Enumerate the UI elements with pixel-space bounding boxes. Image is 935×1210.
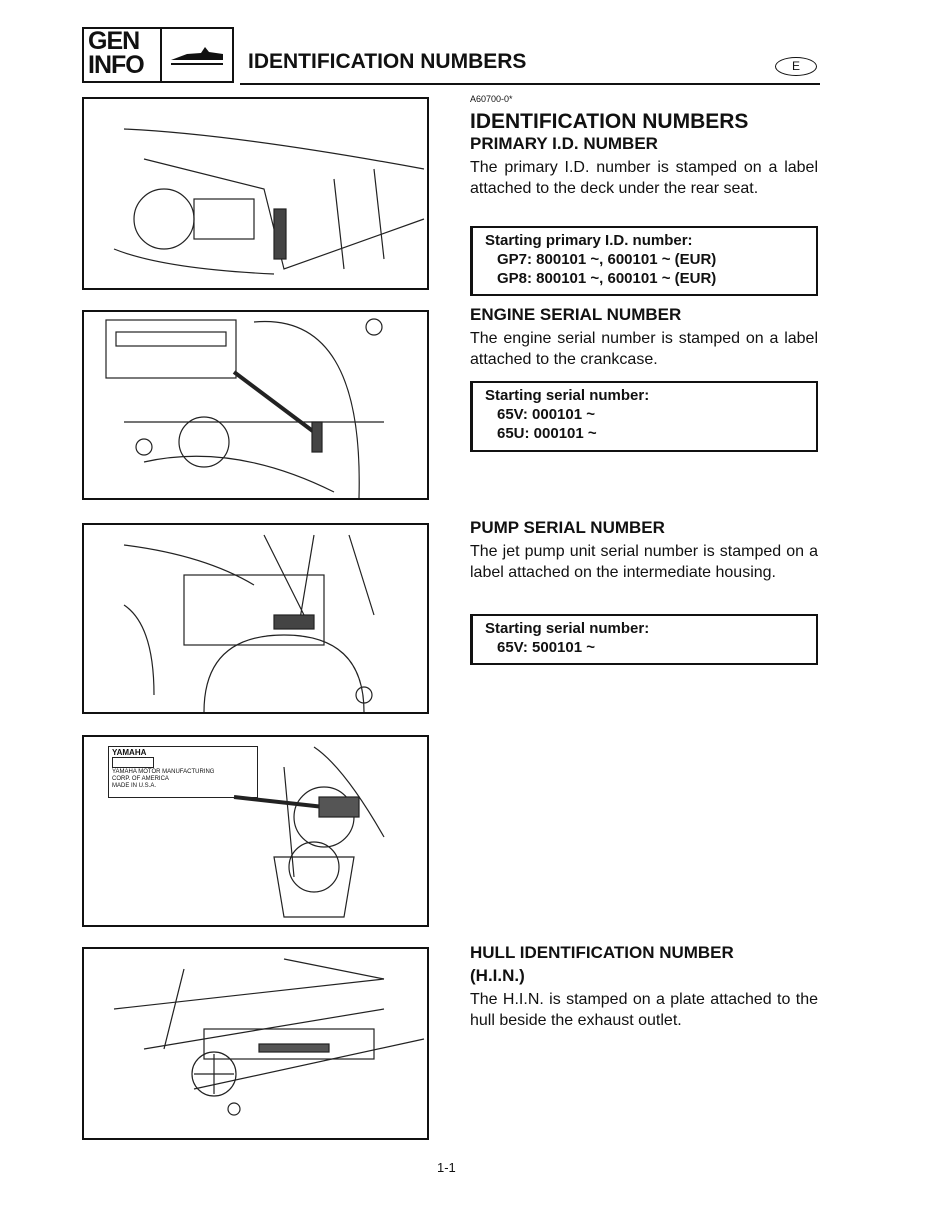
label-brand: YAMAHA [112, 748, 147, 757]
figure-pump-serial-location [82, 523, 429, 714]
primary-spec-box [470, 226, 818, 296]
figure-engine-serial-location [82, 310, 429, 500]
spec-title: Starting serial number: [485, 387, 650, 404]
primary-text: The primary I.D. number is stamped on a label attached to the deck under the rear seat. [470, 159, 818, 197]
section-line2: INFO [88, 51, 144, 79]
pump-text: The jet pump unit serial number is stamped on a label attached on the intermediate housing. [470, 543, 818, 581]
section-badge [82, 27, 234, 83]
section-line1: GEN [88, 27, 140, 55]
pump-spec-box [470, 614, 818, 665]
spec-line: GP8: 800101 ~, 600101 ~ (EUR) [497, 270, 717, 287]
hull-heading-line1: HULL IDENTIFICATION NUMBER [470, 943, 734, 962]
section-code: A60700-0* [470, 94, 513, 104]
spec-title: Starting primary I.D. number: [485, 232, 693, 249]
header-rule [240, 83, 820, 85]
spec-line: 65V: 500101 ~ [497, 639, 596, 656]
label-line3: MADE IN U.S.A. [112, 783, 157, 789]
section-label [84, 29, 162, 81]
page-number: 1-1 [437, 1160, 456, 1175]
label-line2: CORP. OF AMERICA [112, 776, 169, 782]
spec-line: GP7: 800101 ~, 600101 ~ (EUR) [497, 251, 717, 268]
engine-spec-box [470, 381, 818, 452]
engine-text: The engine serial number is stamped on a label attached to the crankcase. [470, 330, 818, 368]
figure-primary-id-location [82, 97, 429, 290]
engine-heading: ENGINE SERIAL NUMBER [470, 305, 682, 324]
spec-line: 65U: 000101 ~ [497, 425, 597, 442]
spec-line: 65V: 000101 ~ [497, 406, 596, 423]
pump-heading: PUMP SERIAL NUMBER [470, 518, 665, 537]
spec-title: Starting serial number: [485, 620, 650, 637]
figure-hull-id-location [82, 947, 429, 1140]
language-badge: E [775, 57, 817, 76]
id-label-drawing [108, 746, 258, 798]
label-line1: YAMAHA MOTOR MANUFACTURING [112, 769, 215, 775]
watercraft-icon [162, 29, 232, 81]
figure-pump-label-detail [82, 735, 429, 927]
hull-heading-line2: (H.I.N.) [470, 966, 525, 985]
main-title: IDENTIFICATION NUMBERS [470, 110, 749, 133]
header-title: IDENTIFICATION NUMBERS [248, 50, 527, 73]
hull-text: The H.I.N. is stamped on a plate attached to the hull beside the exhaust outlet. [470, 991, 818, 1029]
primary-heading: PRIMARY I.D. NUMBER [470, 134, 658, 153]
